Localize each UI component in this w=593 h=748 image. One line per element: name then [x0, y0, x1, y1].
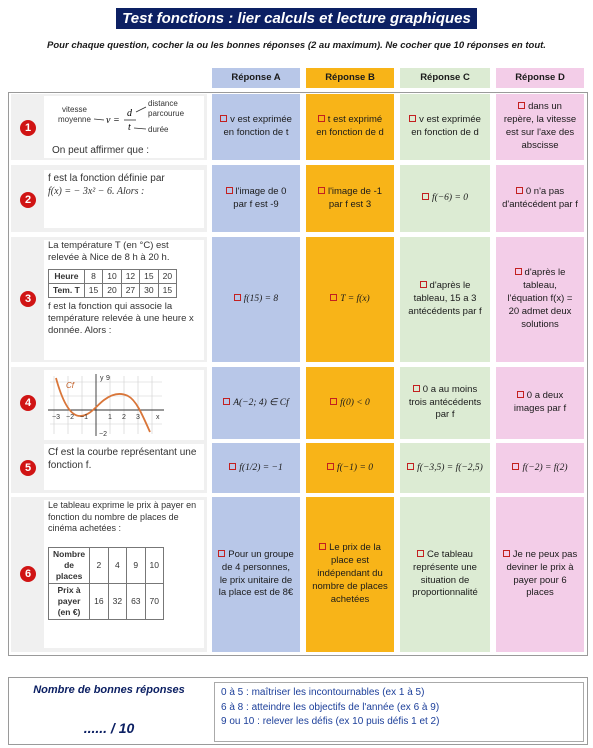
- header-b: Réponse B: [306, 68, 394, 88]
- answer-6c[interactable]: Ce tableau représente une situation de proportionnalité: [400, 497, 490, 652]
- question-6: [44, 500, 204, 648]
- label-duree: durée: [148, 125, 169, 134]
- checkbox-icon[interactable]: [330, 398, 337, 405]
- x-tick: −2: [66, 414, 74, 421]
- question-6-text: Le tableau exprime le prix à payer en fonction du nombre de places de cinéma achetées :: [48, 500, 197, 534]
- label-parcourue: parcourue: [148, 109, 185, 118]
- score-level: 0 à 5 : maîtriser les incontournables (ex 1 à 5): [221, 687, 425, 698]
- checkbox-icon[interactable]: [229, 463, 236, 470]
- answer-2b[interactable]: l'image de -1 par f est 3: [306, 165, 394, 232]
- score-levels: [214, 682, 584, 742]
- answer-4b[interactable]: f(0) < 0: [306, 367, 394, 439]
- answer-6a[interactable]: Pour un groupe de 4 personnes, le prix unitaire de la place est de 8€: [212, 497, 300, 652]
- score-label: Nombre de bonnes réponses: [33, 684, 185, 696]
- score-value: ...... / 10: [83, 720, 135, 736]
- answer-3c[interactable]: d'après le tableau, 15 a 3 antécédents par f: [400, 237, 490, 362]
- answer-3a[interactable]: f(15) = 8: [212, 237, 300, 362]
- x-tick: −1: [80, 414, 88, 421]
- table-cell: 30: [140, 283, 158, 297]
- checkbox-icon[interactable]: [512, 463, 519, 470]
- answer-6d[interactable]: Je ne peux pas deviner le prix à payer pour 6 places: [496, 497, 584, 652]
- checkbox-icon[interactable]: [518, 102, 525, 109]
- checkbox-icon[interactable]: [223, 398, 230, 405]
- table-cell: 32: [108, 584, 126, 620]
- table-row-label: Tem. T: [49, 283, 85, 297]
- label-moyenne: moyenne: [58, 115, 91, 124]
- table-cell: 15: [140, 269, 158, 283]
- checkbox-icon[interactable]: [515, 268, 522, 275]
- table-cell: 9: [127, 548, 145, 584]
- checkbox-icon[interactable]: [318, 115, 325, 122]
- question-number-badge: 1: [20, 120, 36, 136]
- question-number-badge: 3: [20, 291, 36, 307]
- x-tick: 3: [136, 414, 140, 421]
- question-2: [44, 170, 204, 228]
- question-3: [44, 240, 204, 360]
- x-tick: 2: [122, 414, 126, 421]
- answer-3d[interactable]: d'après le tableau, l'équation f(x) = 20 admet deux solutions: [496, 237, 584, 362]
- checkbox-icon[interactable]: [318, 187, 325, 194]
- score-level: 9 ou 10 : relever les défis (ex 10 puis défis 1 et 2): [221, 716, 440, 727]
- answer-5c[interactable]: f(−3,5) = f(−2,5): [400, 443, 490, 493]
- answer-6b[interactable]: Le prix de la place est indépendant du nombre de places achetées: [306, 497, 394, 652]
- checkbox-icon[interactable]: [517, 391, 524, 398]
- checkbox-icon[interactable]: [234, 294, 241, 301]
- checkbox-icon[interactable]: [417, 550, 424, 557]
- table-row-label: Prix à payer (en €): [49, 584, 90, 620]
- x-axis-label: x: [156, 414, 160, 421]
- answer-4a[interactable]: A(−2; 4) ∈ Cf: [212, 367, 300, 439]
- checkbox-icon[interactable]: [218, 550, 225, 557]
- question-5: Cf est la courbe représentant une fonction f.: [44, 444, 204, 490]
- function-graph: [44, 370, 174, 440]
- checkbox-icon[interactable]: [319, 543, 326, 550]
- answer-1b[interactable]: t est exprimé en fonction de d: [306, 94, 394, 160]
- table-cell: 2: [90, 548, 108, 584]
- question-3-text-a: La température T (en °C) est relevée à Nice de 8 h à 20 h.: [48, 240, 170, 264]
- formula-t: t: [128, 122, 131, 133]
- question-1: [44, 96, 204, 158]
- temperature-table: [48, 269, 177, 298]
- question-4: [44, 370, 204, 440]
- checkbox-icon[interactable]: [330, 294, 337, 301]
- checkbox-icon[interactable]: [503, 550, 510, 557]
- question-number-badge: 2: [20, 192, 36, 208]
- label-vitesse: vitesse: [62, 105, 87, 114]
- table-cell: 27: [121, 283, 139, 297]
- x-tick: −3: [52, 414, 60, 421]
- checkbox-icon[interactable]: [407, 463, 414, 470]
- checkbox-icon[interactable]: [409, 115, 416, 122]
- x-tick: 1: [108, 414, 112, 421]
- curve-label: Cf: [66, 381, 74, 390]
- table-cell: 63: [127, 584, 145, 620]
- header-c: Réponse C: [400, 68, 490, 88]
- answer-2c[interactable]: f(−6) = 0: [400, 165, 490, 232]
- answer-2a[interactable]: l'image de 0 par f est -9: [212, 165, 300, 232]
- y-tick-neg: −2: [99, 431, 107, 438]
- checkbox-icon[interactable]: [327, 463, 334, 470]
- checkbox-icon[interactable]: [220, 115, 227, 122]
- answer-4c[interactable]: 0 a au moins trois antécédents par f: [400, 367, 490, 439]
- y-tick-9: 9: [106, 375, 110, 382]
- table-cell: 10: [103, 269, 121, 283]
- question-3-text-b: f est la fonction qui associe la température relevée à une heure x donnée. Alors :: [48, 300, 194, 337]
- table-cell: 4: [108, 548, 126, 584]
- score-footer: [8, 677, 588, 745]
- table-cell: 12: [121, 269, 139, 283]
- y-axis-label: y: [100, 375, 104, 382]
- question-number-badge: 6: [20, 566, 36, 582]
- page-title: Test fonctions : lier calculs et lecture graphiques: [116, 8, 477, 29]
- question-2-text-a: f est la fonction définie par: [48, 173, 165, 184]
- table-cell: 15: [158, 283, 176, 297]
- header-d: Réponse D: [496, 68, 584, 88]
- answer-1c[interactable]: v est exprimée en fonction de d: [400, 94, 490, 160]
- answer-5a[interactable]: f(1/2) = −1: [212, 443, 300, 493]
- answer-5d[interactable]: f(−2) = f(2): [496, 443, 584, 493]
- table-cell: 8: [84, 269, 102, 283]
- cinema-price-table: [48, 547, 164, 620]
- table-row-label: Nombre de places: [49, 548, 90, 584]
- score-level: 6 à 8 : atteindre les objectifs de l'année (ex 6 à 9): [221, 701, 440, 713]
- answer-1a[interactable]: v est exprimée en fonction de t: [212, 94, 300, 160]
- checkbox-icon[interactable]: [516, 187, 523, 194]
- page-title-wrap: [0, 8, 593, 29]
- answer-2d[interactable]: 0 n'a pas d'antécédent par f: [496, 165, 584, 232]
- arrow-duree: [134, 128, 146, 129]
- arrow-vitesse: [94, 119, 104, 120]
- table-cell: 16: [90, 584, 108, 620]
- header-a: Réponse A: [212, 68, 300, 88]
- answer-1d[interactable]: dans un repère, la vitesse est sur l'axe des abscisse: [496, 94, 584, 160]
- question-1-text: On peut affirmer que :: [52, 145, 150, 156]
- label-distance: distance: [148, 99, 178, 108]
- checkbox-icon[interactable]: [226, 187, 233, 194]
- table-cell: 15: [84, 283, 102, 297]
- arrow-distance: [136, 107, 146, 112]
- score-box: [9, 678, 209, 746]
- speed-formula-diagram: [44, 96, 204, 142]
- question-2-text-b: f(x) = − 3x² − 6. Alors :: [48, 186, 145, 197]
- formula-v: v =: [106, 115, 120, 126]
- checkbox-icon[interactable]: [422, 193, 429, 200]
- checkbox-icon[interactable]: [413, 385, 420, 392]
- formula-d: d: [127, 108, 132, 119]
- table-row-label: Heure: [49, 269, 85, 283]
- answer-5b[interactable]: f(−1) = 0: [306, 443, 394, 493]
- question-number-badge: 5: [20, 460, 36, 476]
- answer-4d[interactable]: 0 a deux images par f: [496, 367, 584, 439]
- instructions: Pour chaque question, cocher la ou les bonnes réponses (2 au maximum). Ne cocher que 10 réponses en tout.: [47, 40, 546, 51]
- question-number-badge: 4: [20, 395, 36, 411]
- answer-3b[interactable]: T = f(x): [306, 237, 394, 362]
- checkbox-icon[interactable]: [420, 281, 427, 288]
- table-cell: 70: [145, 584, 163, 620]
- table-cell: 20: [158, 269, 176, 283]
- table-cell: 20: [103, 283, 121, 297]
- table-cell: 10: [145, 548, 163, 584]
